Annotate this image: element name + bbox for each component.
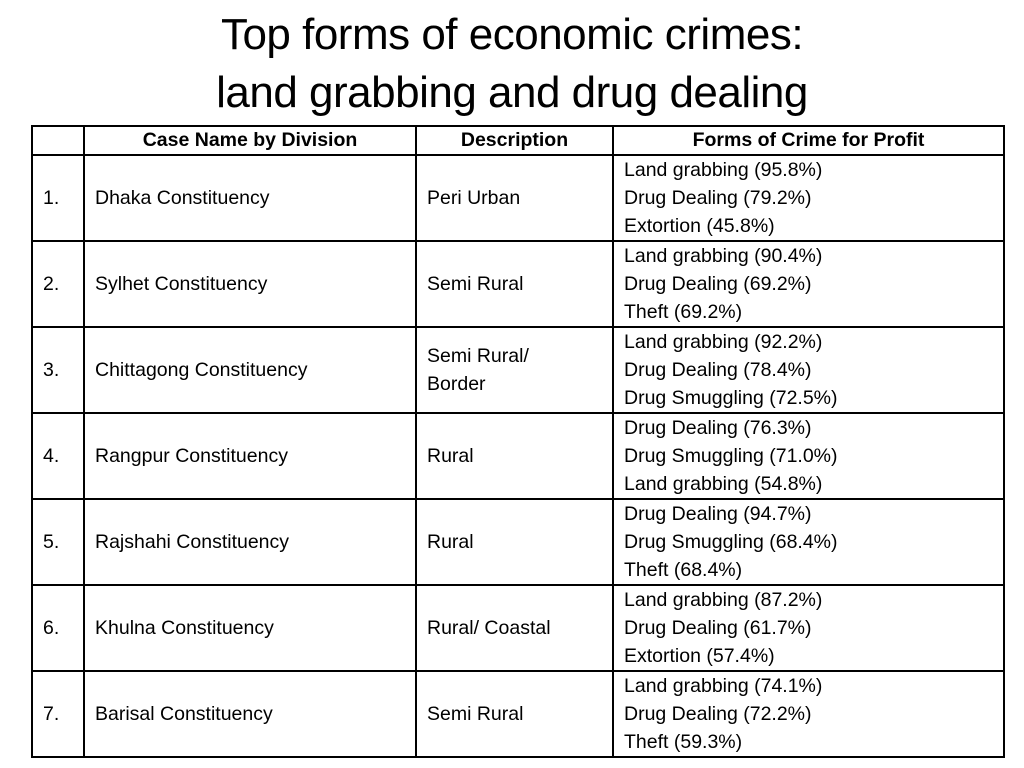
crime-form: Theft (68.4%) [624, 559, 743, 581]
table-row [32, 671, 1004, 757]
row-number: 7. [32, 671, 84, 757]
header-case-name: Case Name by Division [84, 126, 416, 155]
crime-form: Drug Dealing (72.2%) [624, 703, 812, 725]
row-number: 2. [32, 241, 84, 327]
crime-forms [613, 413, 1004, 499]
row-number: 5. [32, 499, 84, 585]
crime-form: Drug Dealing (69.2%) [624, 273, 812, 295]
crime-form: Land grabbing (54.8%) [624, 473, 823, 495]
crime-table [31, 125, 1005, 758]
crime-form: Drug Dealing (94.7%) [624, 503, 812, 525]
case-name: Chittagong Constituency [84, 327, 416, 413]
case-name: Dhaka Constituency [84, 155, 416, 241]
crime-form: Extortion (45.8%) [624, 215, 775, 237]
crime-form: Land grabbing (92.2%) [624, 331, 823, 353]
page-title [0, 6, 1024, 122]
table-row [32, 155, 1004, 241]
case-name: Khulna Constituency [84, 585, 416, 671]
row-number: 1. [32, 155, 84, 241]
crime-forms [613, 155, 1004, 241]
table-row [32, 327, 1004, 413]
table-row [32, 585, 1004, 671]
case-name: Sylhet Constituency [84, 241, 416, 327]
table-row [32, 241, 1004, 327]
description: Semi Rural [416, 241, 613, 327]
row-number: 6. [32, 585, 84, 671]
header-number [32, 126, 84, 155]
description: Rural/ Coastal [416, 585, 613, 671]
crime-form: Drug Dealing (76.3%) [624, 417, 812, 439]
crime-forms [613, 241, 1004, 327]
row-number: 4. [32, 413, 84, 499]
title-line-1: Top forms of economic crimes: [220, 10, 804, 59]
crime-form: Drug Dealing (78.4%) [624, 359, 812, 381]
table-header-row [32, 126, 1004, 155]
crime-form: Land grabbing (90.4%) [624, 245, 823, 267]
description: Peri Urban [416, 155, 613, 241]
crime-form: Drug Smuggling (72.5%) [624, 387, 838, 409]
table-row [32, 499, 1004, 585]
crime-form: Land grabbing (95.8%) [624, 159, 823, 181]
description-text: Semi Rural/ Border [427, 345, 529, 395]
case-name: Rajshahi Constituency [84, 499, 416, 585]
description: Semi Rural [416, 671, 613, 757]
title-line-2: land grabbing and drug dealing [216, 68, 808, 117]
description [416, 327, 613, 413]
crime-forms [613, 499, 1004, 585]
crime-forms [613, 671, 1004, 757]
header-description: Description [416, 126, 613, 155]
case-name: Rangpur Constituency [84, 413, 416, 499]
crime-form: Land grabbing (74.1%) [624, 675, 823, 697]
crime-form: Extortion (57.4%) [624, 645, 775, 667]
crime-form: Theft (59.3%) [624, 731, 743, 753]
crime-form: Drug Smuggling (71.0%) [624, 445, 838, 467]
crime-forms [613, 585, 1004, 671]
crime-form: Theft (69.2%) [624, 301, 743, 323]
table-row [32, 413, 1004, 499]
description: Rural [416, 499, 613, 585]
crime-forms [613, 327, 1004, 413]
crime-form: Drug Smuggling (68.4%) [624, 531, 838, 553]
description: Rural [416, 413, 613, 499]
case-name: Barisal Constituency [84, 671, 416, 757]
crime-form: Drug Dealing (61.7%) [624, 617, 812, 639]
crime-form: Drug Dealing (79.2%) [624, 187, 812, 209]
row-number: 3. [32, 327, 84, 413]
crime-form: Land grabbing (87.2%) [624, 589, 823, 611]
header-forms: Forms of Crime for Profit [613, 126, 1004, 155]
